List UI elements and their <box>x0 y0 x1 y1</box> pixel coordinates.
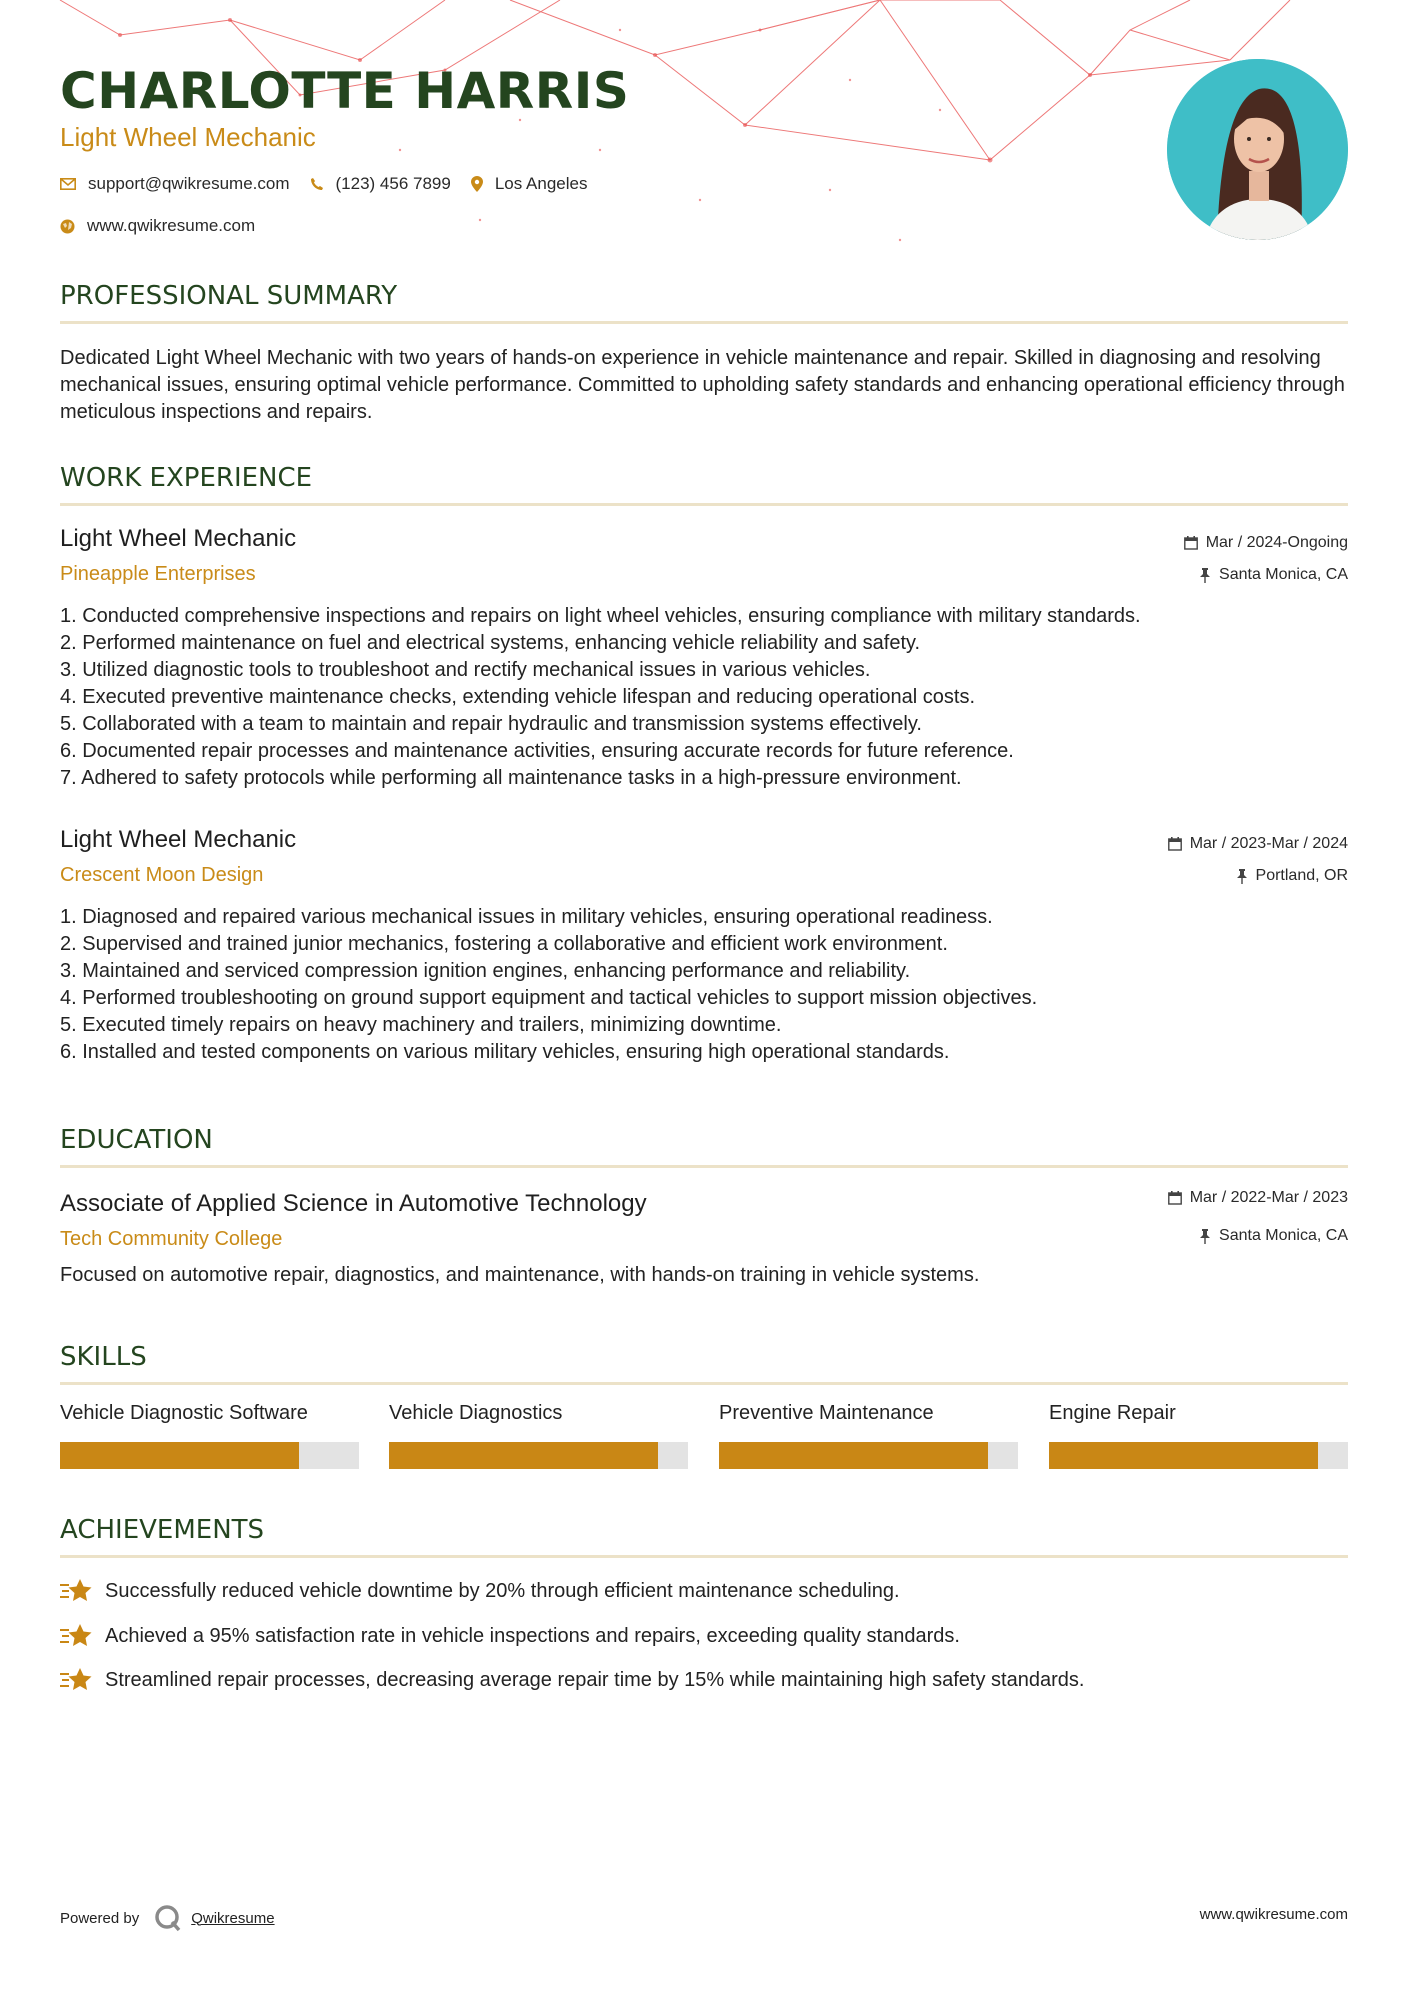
job-location <box>1236 867 1348 885</box>
contact-location <box>471 174 588 194</box>
achievement-item <box>60 1578 900 1604</box>
job-bullet: 5. Collaborated with a team to maintain and repair hydraulic and transmission systems effectively. <box>60 713 922 735</box>
contact-row-1 <box>60 174 607 194</box>
calendar-icon <box>1168 1191 1182 1205</box>
achievement-text: Successfully reduced vehicle downtime by 20% through efficient maintenance scheduling. <box>105 1579 900 1602</box>
education-location <box>1199 1227 1348 1245</box>
candidate-role: Light Wheel Mechanic <box>60 122 316 152</box>
phone-text: (123) 456 7899 <box>335 174 451 193</box>
location-text: Los Angeles <box>494 174 588 193</box>
achievement-text: Achieved a 95% satisfaction rate in vehicle inspections and repairs, exceeding quality standards. <box>105 1624 960 1647</box>
section-title-skills: SKILLS <box>60 1342 1348 1385</box>
pushpin-icon <box>1199 1229 1211 1244</box>
skill-item <box>60 1402 359 1469</box>
job-bullet: 7. Adhered to safety protocols while performing all maintenance tasks in a high-pressure environment. <box>60 767 962 789</box>
job-title: Light Wheel Mechanic <box>60 826 297 853</box>
job-bullet: 5. Executed timely repairs on heavy machinery and trailers, minimizing downtime. <box>60 1014 782 1036</box>
skill-label: Vehicle Diagnostic Software <box>60 1402 308 1424</box>
contact-row-2 <box>60 216 275 236</box>
skill-bar-track <box>60 1442 359 1469</box>
candidate-name: CHARLOTTE HARRIS <box>60 62 630 120</box>
job-bullet: 6. Documented repair processes and maintenance activities, ensuring accurate records for future reference. <box>60 740 1014 762</box>
skill-item <box>389 1402 688 1469</box>
job-location-text: Portland, OR <box>1255 867 1348 884</box>
job-bullet: 4. Executed preventive maintenance checks, extending vehicle lifespan and reducing operational costs. <box>60 686 976 708</box>
profile-photo <box>1167 59 1348 240</box>
job-bullet: 2. Performed maintenance on fuel and electrical systems, enhancing vehicle reliability and safety. <box>60 632 921 654</box>
job-dates <box>1168 835 1348 853</box>
job-bullets <box>60 904 1348 1066</box>
calendar-icon <box>1168 837 1182 851</box>
section-title-summary: PROFESSIONAL SUMMARY <box>60 281 1348 324</box>
star-award-icon <box>60 1578 93 1604</box>
qwikresume-logo-icon <box>153 1903 183 1933</box>
footer-website[interactable]: www.qwikresume.com <box>1199 1906 1348 1923</box>
envelope-icon <box>60 178 76 190</box>
skill-label: Engine Repair <box>1049 1402 1176 1424</box>
education-description: Focused on automotive repair, diagnostics, and maintenance, with hands-on training in vehicle systems. <box>60 1264 980 1286</box>
education-degree: Associate of Applied Science in Automotive Technology <box>60 1190 647 1217</box>
job-location <box>1199 566 1348 584</box>
job-company: Crescent Moon Design <box>60 864 264 886</box>
skill-label: Vehicle Diagnostics <box>389 1402 563 1424</box>
website-text: www.qwikresume.com <box>87 216 256 235</box>
footer-powered-by <box>60 1903 275 1933</box>
globe-icon <box>60 219 75 234</box>
skill-bar-track <box>389 1442 688 1469</box>
job-bullet: 2. Supervised and trained junior mechanics, fostering a collaborative and efficient work environment. <box>60 933 948 955</box>
skill-item <box>719 1402 1018 1469</box>
person-portrait-icon <box>1167 59 1348 240</box>
job-bullets <box>60 603 1348 792</box>
skill-bar-track <box>719 1442 1018 1469</box>
star-award-icon <box>60 1667 93 1693</box>
email-text: support@qwikresume.com <box>88 174 290 193</box>
star-award-icon <box>60 1623 93 1649</box>
contact-phone[interactable] <box>310 174 451 194</box>
job-bullet: 3. Maintained and serviced compression ignition engines, enhancing performance and reliability. <box>60 960 911 982</box>
education-school: Tech Community College <box>60 1228 283 1250</box>
qwikresume-link[interactable]: Qwikresume <box>191 1909 275 1927</box>
map-pin-icon <box>471 176 483 192</box>
calendar-icon <box>1184 536 1198 550</box>
skill-label: Preventive Maintenance <box>719 1402 934 1424</box>
section-title-achievements: ACHIEVEMENTS <box>60 1515 1348 1558</box>
contact-email[interactable] <box>60 174 290 194</box>
job-bullet: 6. Installed and tested components on various military vehicles, ensuring high operational standards. <box>60 1041 950 1063</box>
skill-item <box>1049 1402 1348 1469</box>
job-dates-text: Mar / 2024-Ongoing <box>1205 534 1348 551</box>
phone-icon <box>310 177 324 191</box>
education-location-text: Santa Monica, CA <box>1219 1227 1348 1244</box>
pushpin-icon <box>1199 568 1211 583</box>
contact-website[interactable] <box>60 216 255 236</box>
education-dates-text: Mar / 2022-Mar / 2023 <box>1189 1189 1348 1206</box>
skill-bar-fill <box>1049 1442 1318 1469</box>
job-dates <box>1184 534 1348 552</box>
section-title-education: EDUCATION <box>60 1125 1348 1168</box>
job-dates-text: Mar / 2023-Mar / 2024 <box>1189 835 1348 852</box>
skill-bar-fill <box>719 1442 988 1469</box>
achievement-item <box>60 1667 1084 1693</box>
skill-bar-track <box>1049 1442 1348 1469</box>
job-company: Pineapple Enterprises <box>60 563 256 585</box>
achievement-text: Streamlined repair processes, decreasing average repair time by 15% while maintaining high safety standards. <box>105 1668 1085 1691</box>
powered-by-label: Powered by <box>60 1909 140 1927</box>
education-dates <box>1168 1189 1348 1207</box>
achievement-item <box>60 1623 960 1649</box>
job-bullet: 3. Utilized diagnostic tools to troubleshoot and rectify mechanical issues in various vehicles. <box>60 659 871 681</box>
section-title-experience: WORK EXPERIENCE <box>60 463 1348 506</box>
skill-bar-fill <box>60 1442 299 1469</box>
job-location-text: Santa Monica, CA <box>1219 566 1348 583</box>
summary-text: Dedicated Light Wheel Mechanic with two years of hands-on experience in vehicle maintenance and repair. Skilled in diagnosing and resolving mechanical issues, ensuring optimal vehicle performance. Committed to upholding safety standards and enhancing operational efficiency through meticulous inspections and repairs. <box>60 347 1345 423</box>
pushpin-icon <box>1236 869 1248 884</box>
job-title: Light Wheel Mechanic <box>60 525 297 552</box>
job-bullet: 4. Performed troubleshooting on ground support equipment and tactical vehicles to support mission objectives. <box>60 987 1038 1009</box>
job-bullet: 1. Diagnosed and repaired various mechanical issues in military vehicles, ensuring operational readiness. <box>60 906 993 928</box>
skill-bar-fill <box>389 1442 658 1469</box>
job-bullet: 1. Conducted comprehensive inspections and repairs on light wheel vehicles, ensuring compliance with military standards. <box>60 605 1141 627</box>
